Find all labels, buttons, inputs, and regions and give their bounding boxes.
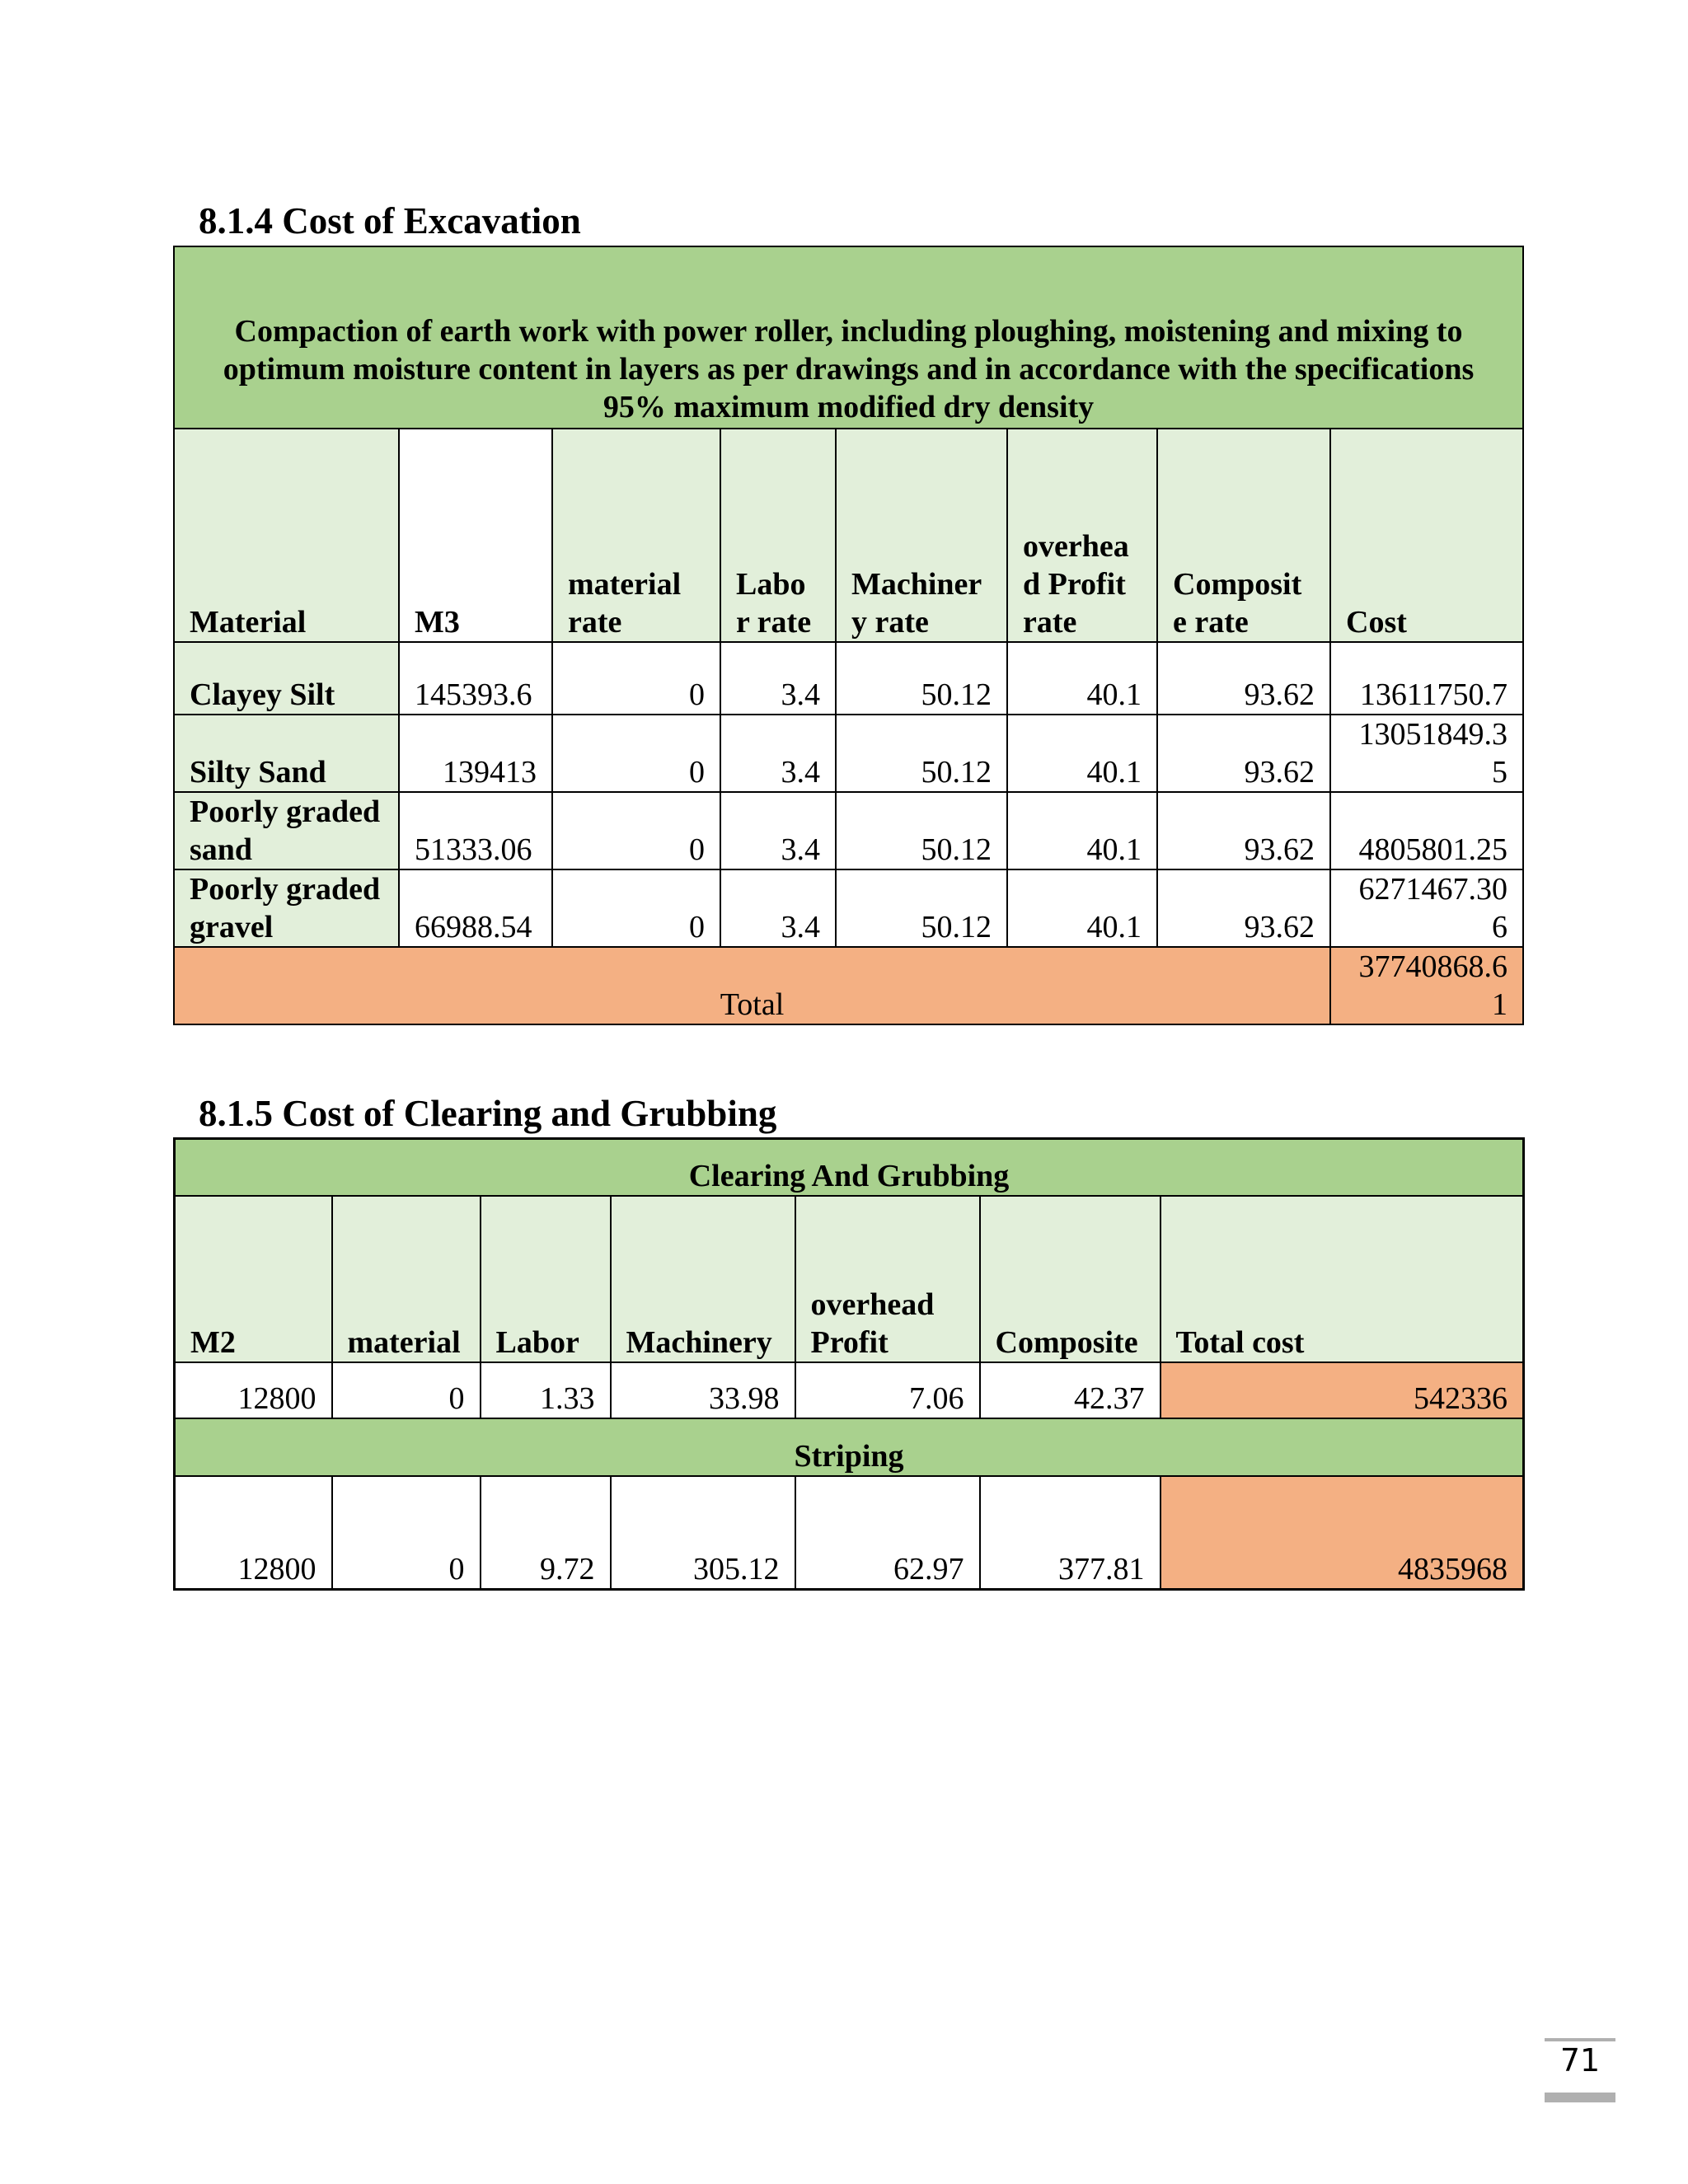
labor-cell: 9.72	[481, 1476, 611, 1590]
col-header-machinery: Machinery	[611, 1196, 795, 1362]
clearing-heading: 8.1.5 Cost of Clearing and Grubbing	[199, 1093, 777, 1134]
page-number: 71	[1559, 2042, 1601, 2079]
col-header-labor: Labor	[481, 1196, 611, 1362]
material-cell: 0	[332, 1476, 481, 1590]
composite-rate-cell: 93.62	[1157, 715, 1330, 792]
total-cost-cell: 4835968	[1160, 1476, 1524, 1590]
table-row	[175, 1362, 1524, 1418]
labor-cell: 1.33	[481, 1362, 611, 1418]
composite-rate-cell: 93.62	[1157, 869, 1330, 947]
table-row	[175, 1476, 1524, 1590]
excavation-description: Compaction of earth work with power roller, including ploughing, moistening and mixing to optimum moisture content in layers as per drawings and in accordance with the specifications 95% maximum modified dry density	[174, 246, 1523, 429]
col-header-composite-rate: Composit e rate	[1157, 429, 1330, 642]
volume-cell: 51333.06	[399, 792, 552, 869]
col-header-overhead-profit: overhead Profit	[795, 1196, 980, 1362]
excavation-header-row	[174, 429, 1523, 642]
labor-rate-cell: 3.4	[720, 715, 836, 792]
overhead-rate-cell: 40.1	[1007, 792, 1157, 869]
col-header-machinery-rate: Machiner y rate	[836, 429, 1007, 642]
composite-rate-cell: 93.62	[1157, 792, 1330, 869]
col-header-cost: Cost	[1330, 429, 1523, 642]
excavation-cost-table	[173, 246, 1524, 1025]
overhead-cell: 7.06	[795, 1362, 980, 1418]
cost-cell: 4805801.25	[1330, 792, 1523, 869]
col-header-labor-rate: Labo r rate	[720, 429, 836, 642]
cost-cell: 13051849.3 5	[1330, 715, 1523, 792]
col-header-material: Material	[174, 429, 399, 642]
table-row	[174, 792, 1523, 869]
total-value: 37740868.6 1	[1330, 947, 1523, 1024]
col-header-m2: M2	[175, 1196, 332, 1362]
volume-cell: 145393.6	[399, 642, 552, 715]
material-rate-cell: 0	[552, 869, 720, 947]
cost-cell: 13611750.7	[1330, 642, 1523, 715]
col-header-material: material	[332, 1196, 481, 1362]
overhead-rate-cell: 40.1	[1007, 715, 1157, 792]
clearing-cost-table	[173, 1137, 1525, 1591]
clearing-header-row	[175, 1196, 1524, 1362]
material-name: Silty Sand	[174, 715, 399, 792]
machinery-cell: 33.98	[611, 1362, 795, 1418]
composite-rate-cell: 93.62	[1157, 642, 1330, 715]
total-label: Total	[174, 947, 1330, 1024]
col-header-material-rate: material rate	[552, 429, 720, 642]
col-header-m3: M3	[399, 429, 552, 642]
table-row	[174, 642, 1523, 715]
material-rate-cell: 0	[552, 792, 720, 869]
labor-rate-cell: 3.4	[720, 642, 836, 715]
material-name: Poorly graded sand	[174, 792, 399, 869]
composite-cell: 42.37	[980, 1362, 1160, 1418]
material-rate-cell: 0	[552, 715, 720, 792]
col-header-overhead-profit-rate: overhea d Profit rate	[1007, 429, 1157, 642]
excavation-heading: 8.1.4 Cost of Excavation	[199, 200, 581, 241]
overhead-rate-cell: 40.1	[1007, 642, 1157, 715]
machinery-rate-cell: 50.12	[836, 715, 1007, 792]
area-cell: 12800	[175, 1362, 332, 1418]
total-row	[174, 947, 1523, 1024]
overhead-cell: 62.97	[795, 1476, 980, 1590]
labor-rate-cell: 3.4	[720, 869, 836, 947]
cost-cell: 6271467.30 6	[1330, 869, 1523, 947]
machinery-rate-cell: 50.12	[836, 869, 1007, 947]
col-header-total-cost: Total cost	[1160, 1196, 1524, 1362]
total-cost-cell: 542336	[1160, 1362, 1524, 1418]
material-name: Poorly graded gravel	[174, 869, 399, 947]
clearing-title: Clearing And Grubbing	[175, 1139, 1524, 1196]
striping-title: Striping	[175, 1418, 1524, 1476]
volume-cell: 66988.54	[399, 869, 552, 947]
material-name: Clayey Silt	[174, 642, 399, 715]
page-number-rule-bottom	[1545, 2093, 1615, 2102]
material-cell: 0	[332, 1362, 481, 1418]
area-cell: 12800	[175, 1476, 332, 1590]
machinery-rate-cell: 50.12	[836, 792, 1007, 869]
table-row	[174, 869, 1523, 947]
composite-cell: 377.81	[980, 1476, 1160, 1590]
volume-cell: 139413	[399, 715, 552, 792]
col-header-composite: Composite	[980, 1196, 1160, 1362]
table-row	[174, 715, 1523, 792]
machinery-rate-cell: 50.12	[836, 642, 1007, 715]
labor-rate-cell: 3.4	[720, 792, 836, 869]
material-rate-cell: 0	[552, 642, 720, 715]
machinery-cell: 305.12	[611, 1476, 795, 1590]
overhead-rate-cell: 40.1	[1007, 869, 1157, 947]
